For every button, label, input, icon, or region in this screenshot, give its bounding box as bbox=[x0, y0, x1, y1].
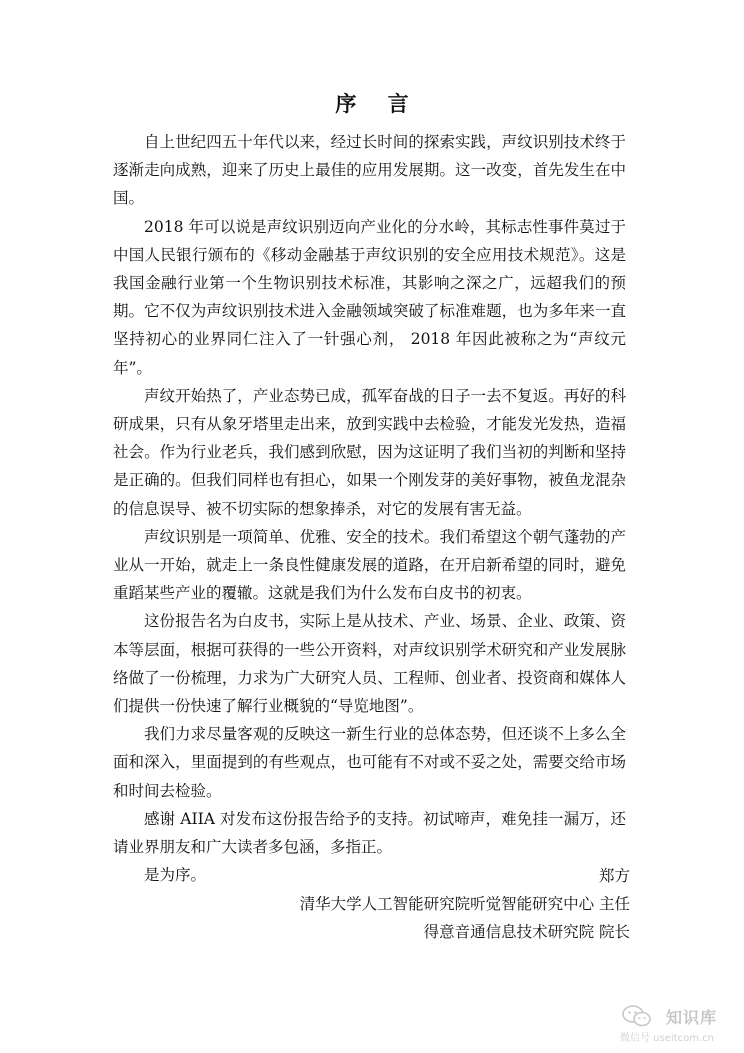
paragraph-4: 声纹识别是一项简单、优雅、安全的技术。我们希望这个朝气蓬勃的产业从一开始，就走上一条良性健康发展的道路，在开启新希望的同时，避免重蹈某些产业的覆辙。这就是我们为什么发布白皮书的初衷。 bbox=[113, 527, 626, 603]
signature-name: 郑方 bbox=[598, 867, 630, 885]
paragraph-5: 这份报告名为白皮书，实际上是从技术、产业、场景、企业、政策、资本等层面，根据可获得的一些公开资料，对声纹识别学术研究和产业发展脉络做了一份梳理，力求为广大研究人员、工程师、创业者、投资商和媒体人们提供一份快速了解行业概貌的“导览地图”。 bbox=[113, 612, 626, 716]
watermark-brand: 知识库 bbox=[666, 1008, 718, 1027]
paragraph-3: 声纹开始热了，产业态势已成，孤军奋战的日子一去不复返。再好的科研成果，只有从象牙塔里走出来，放到实践中去检验，才能发光发热，造福社会。作为行业老兵，我们感到欣慰，因为这证明了我们当初的判断和坚持是正确的。但我们同样也有担心，如果一个刚发芽的美好事物，被鱼龙混杂的信息误导、被不切实际的想象捧杀，对它的发展有害无益。 bbox=[113, 386, 626, 518]
watermark-subtitle: 微信号 useitcom.cn bbox=[620, 1033, 714, 1044]
signature-title-2: 得意音通信息技术研究院 院长 bbox=[423, 923, 630, 941]
paragraph-7: 感谢 AIIA 对发布这份报告给予的支持。初试啼声，难免挂一漏万，还请业界朋友和广大读者多包涵，多指正。 bbox=[113, 809, 626, 857]
preface-body bbox=[113, 128, 626, 889]
paragraph-8: 是为序。 bbox=[144, 866, 207, 885]
page-title: 序 言 bbox=[335, 91, 421, 116]
wechat-icon bbox=[622, 1005, 652, 1027]
paragraph-1: 自上世纪四五十年代以来，经过长时间的探索实践，声纹识别技术终于逐渐走向成熟，迎来了历史上最佳的应用发展期。这一改变，首先发生在中国。 bbox=[113, 133, 626, 208]
paragraph-2: 2018 年可以说是声纹识别迈向产业化的分水岭，其标志性事件莫过于中国人民银行颁布的《移动金融基于声纹识别的安全应用技术规范》。这是我国金融行业第一个生物识别技术标准，其影响之深之广，远超我们的预期。它不仅为声纹识别技术进入金融领域突破了标准难题，也为多年来一直坚持初心的业界同仁注入了一针强心剂， 2018 年因此被称之为“声纹元年”。 bbox=[113, 217, 626, 377]
signature-title-1: 清华大学人工智能研究院听觉智能研究中心 主任 bbox=[299, 895, 630, 913]
watermark bbox=[620, 1003, 732, 1043]
paragraph-6: 我们力求尽量客观的反映这一新生行业的总体态势，但还谈不上多么全面和深入，里面提到的有些观点，也可能有不对或不妥之处，需要交给市场和时间去检验。 bbox=[113, 725, 626, 800]
